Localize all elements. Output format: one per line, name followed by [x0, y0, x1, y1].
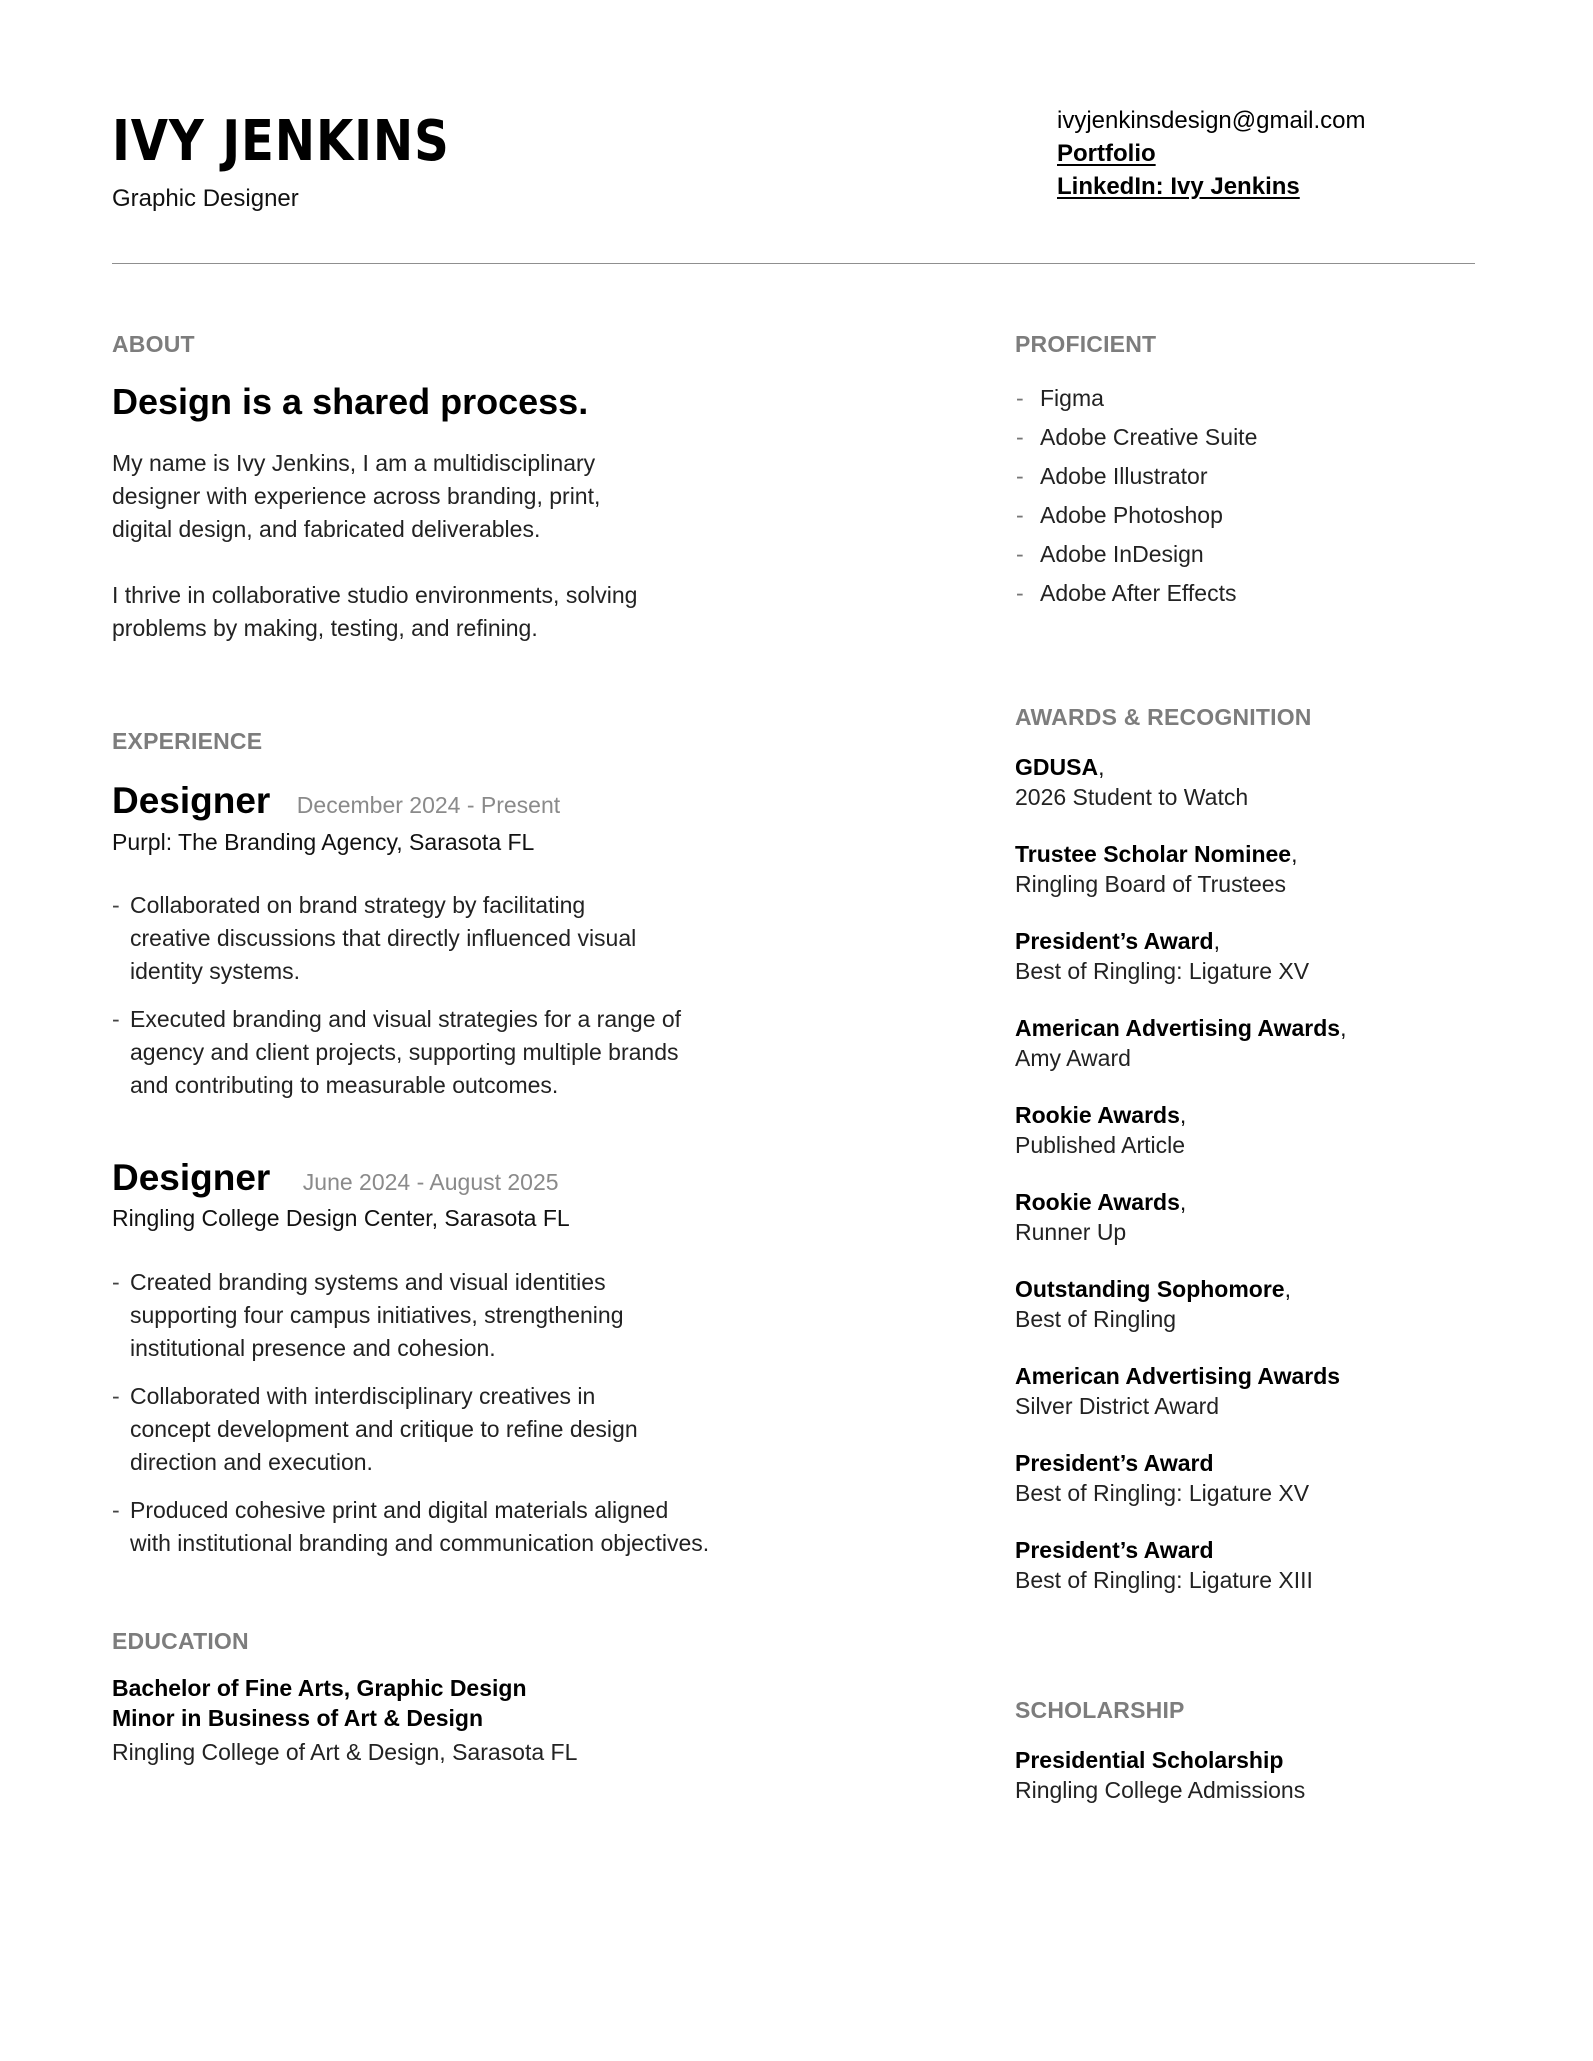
award-detail: Published Article — [1015, 1132, 1186, 1158]
award-separator: , — [1098, 754, 1105, 780]
award-title: Rookie Awards — [1015, 1102, 1180, 1128]
job-bullet: - Produced cohesive print and digital materials aligned with institutional branding and communication objectives. — [112, 1494, 709, 1560]
job-role: Graphic Designer — [112, 185, 299, 212]
education-entry — [112, 1673, 577, 1766]
proficient-section-label: PROFICIENT — [1015, 331, 1157, 357]
award-separator: , — [1291, 841, 1298, 867]
job-title: Designer — [112, 780, 271, 821]
education-minor: Minor in Business of Art & Design — [112, 1705, 484, 1731]
scholarship-detail: Ringling College Admissions — [1015, 1777, 1306, 1803]
award-title: American Advertising Awards — [1015, 1363, 1341, 1389]
award-item — [1015, 1361, 1340, 1421]
job-dates: June 2024 - August 2025 — [302, 1169, 559, 1195]
email-address[interactable]: ivyjenkinsdesign@gmail.com — [1057, 107, 1366, 134]
award-detail: 2026 Student to Watch — [1015, 784, 1249, 810]
award-detail: Runner Up — [1015, 1219, 1127, 1245]
award-separator: , — [1179, 1189, 1187, 1215]
award-title: President’s Award — [1015, 928, 1214, 954]
skill-item: - Adobe Photoshop — [1015, 496, 1257, 535]
award-detail: Best of Ringling: Ligature XV — [1015, 1480, 1310, 1506]
job-entry — [112, 1157, 559, 1199]
education-degree: Bachelor of Fine Arts, Graphic Design — [112, 1675, 527, 1701]
awards-section-label: AWARDS & RECOGNITION — [1015, 704, 1312, 730]
proficient-list — [1015, 379, 1257, 613]
job-title: Designer — [112, 1157, 271, 1198]
education-school: Ringling College of Art & Design, Sarasota FL — [112, 1739, 578, 1765]
award-item — [1015, 1100, 1186, 1160]
linkedin-link[interactable]: LinkedIn: Ivy Jenkins — [1057, 173, 1300, 200]
scholarship-title: Presidential Scholarship — [1015, 1747, 1284, 1773]
award-title: President’s Award — [1015, 1450, 1214, 1476]
award-item — [1015, 1448, 1309, 1508]
about-section-label: ABOUT — [112, 331, 195, 357]
about-paragraph-1: My name is Ivy Jenkins, I am a multidisciplinary designer with experience across branding, print, digital design, and fabricated deliverables. — [112, 450, 601, 542]
award-item — [1015, 1274, 1291, 1334]
job-bullets — [112, 889, 681, 1117]
award-separator: , — [1213, 928, 1220, 954]
award-title: President’s Award — [1015, 1537, 1214, 1563]
job-company: Purpl: The Branding Agency, Sarasota FL — [112, 829, 535, 855]
job-bullets — [112, 1266, 709, 1575]
award-detail: Silver District Award — [1015, 1393, 1220, 1419]
award-item — [1015, 1535, 1313, 1595]
about-paragraph-2: I thrive in collaborative studio environments, solving problems by making, testing, and refining. — [112, 582, 638, 641]
portfolio-link[interactable]: Portfolio — [1057, 140, 1156, 167]
job-dates: December 2024 - Present — [296, 792, 561, 818]
job-bullet: - Collaborated with interdisciplinary creatives in concept development and critique to refine design direction and execution. — [112, 1380, 709, 1479]
award-item — [1015, 839, 1297, 899]
award-item — [1015, 752, 1248, 812]
experience-section-label: EXPERIENCE — [112, 728, 263, 754]
job-entry — [112, 780, 560, 822]
about-heading: Design is a shared process. — [112, 381, 589, 422]
skill-item: - Adobe Illustrator — [1015, 457, 1257, 496]
award-detail: Ringling Board of Trustees — [1015, 871, 1287, 897]
header-divider — [112, 263, 1475, 264]
award-item — [1015, 926, 1309, 986]
job-bullet: - Collaborated on brand strategy by facilitating creative discussions that directly influenced visual identity systems. — [112, 889, 681, 988]
award-title: Trustee Scholar Nominee — [1015, 841, 1292, 867]
award-item — [1015, 1187, 1186, 1247]
job-company: Ringling College Design Center, Sarasota FL — [112, 1205, 570, 1231]
award-item — [1015, 1013, 1346, 1073]
award-title: Rookie Awards — [1015, 1189, 1180, 1215]
scholarship-item — [1015, 1745, 1305, 1805]
award-title: Outstanding Sophomore — [1015, 1276, 1285, 1302]
award-detail: Best of Ringling — [1015, 1306, 1177, 1332]
skill-item: - Adobe Creative Suite — [1015, 418, 1257, 457]
award-title: American Advertising Awards — [1015, 1015, 1341, 1041]
job-bullet: - Executed branding and visual strategies for a range of agency and client projects, supporting multiple brands and contributing to measurable outcomes. — [112, 1003, 681, 1102]
award-detail: Best of Ringling: Ligature XIII — [1015, 1567, 1313, 1593]
skill-item: - Adobe InDesign — [1015, 535, 1257, 574]
applicant-name: IVY JENKINS — [112, 109, 450, 174]
award-title: GDUSA — [1015, 754, 1099, 780]
award-detail: Amy Award — [1015, 1045, 1131, 1071]
award-separator: , — [1340, 1015, 1347, 1041]
award-separator: , — [1284, 1276, 1291, 1302]
skill-item: - Adobe After Effects — [1015, 574, 1257, 613]
scholarship-section-label: SCHOLARSHIP — [1015, 1697, 1185, 1723]
contact-block — [1057, 104, 1365, 203]
award-separator: , — [1179, 1102, 1187, 1128]
job-bullet: - Created branding systems and visual identities supporting four campus initiatives, strengthening institutional presence and cohesion. — [112, 1266, 709, 1365]
award-detail: Best of Ringling: Ligature XV — [1015, 958, 1310, 984]
education-section-label: EDUCATION — [112, 1628, 249, 1654]
skill-item: - Figma — [1015, 379, 1257, 418]
